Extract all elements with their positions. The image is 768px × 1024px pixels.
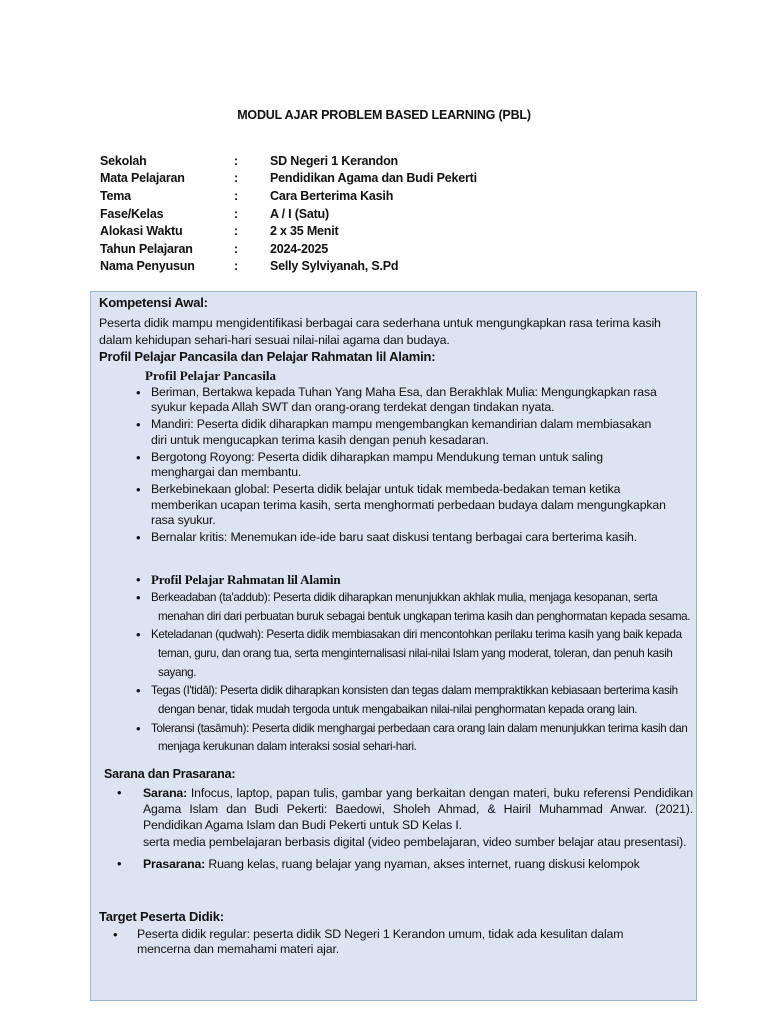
meta-label: Mata Pelajaran bbox=[100, 171, 185, 186]
prasarana-text: Ruang kelas, ruang belajar yang nyaman, akses internet, ruang diskusi kelompok bbox=[208, 856, 640, 871]
identity-table bbox=[100, 152, 700, 275]
item-line: • Peserta didik regular: peserta didik SD Negeri 1 Kerandon umum, tidak ada kesulitan dalam bbox=[137, 927, 624, 941]
meta-colon: : bbox=[234, 171, 238, 186]
meta-colon: : bbox=[234, 259, 238, 274]
document-title: MODUL AJAR PROBLEM BASED LEARNING (PBL) bbox=[237, 108, 531, 122]
item-line: sayang. bbox=[158, 665, 197, 679]
meta-value: 2024-2025 bbox=[270, 241, 328, 256]
meta-value: Selly Sylviyanah, S.Pd bbox=[270, 259, 399, 274]
rahmatan-heading-list bbox=[136, 572, 696, 590]
target-list bbox=[107, 927, 687, 959]
rahmatan-list bbox=[136, 589, 698, 757]
meta-row-tema bbox=[100, 187, 700, 205]
item-line: menjaga kerukunan dalam interaksi sosial sehari-hari. bbox=[158, 740, 417, 754]
item-line: menahan diri dari perbuatan buruk sebagai bentuk ungkapan terima kasih dan penghormatan kepada sesama. bbox=[158, 609, 691, 623]
list-item bbox=[107, 927, 687, 958]
meta-colon: : bbox=[234, 153, 238, 168]
list-item bbox=[136, 682, 698, 719]
kompetensi-line: dalam kehidupan sehari-hari sesuai nilai-nilai agama dan budaya. bbox=[99, 332, 450, 347]
meta-label: Alokasi Waktu bbox=[100, 224, 183, 239]
meta-value: Pendidikan Agama dan Budi Pekerti bbox=[270, 171, 477, 186]
meta-row-alokasi-waktu bbox=[100, 222, 700, 240]
item-line: mencerna dan memahami materi ajar. bbox=[137, 942, 339, 957]
meta-value: A / I (Satu) bbox=[270, 206, 329, 221]
list-item bbox=[136, 450, 696, 481]
item-line: • Berkebinekaan global: Peserta didik belajar untuk tidak membeda-bedakan teman ketika bbox=[151, 482, 621, 497]
sarana-label: Sarana: bbox=[143, 786, 188, 800]
list-item bbox=[113, 856, 693, 872]
list-item bbox=[136, 720, 698, 757]
list-item bbox=[113, 785, 693, 850]
list-item bbox=[136, 417, 696, 448]
kompetensi-heading: Kompetensi Awal: bbox=[99, 295, 208, 310]
meta-label: Fase/Kelas bbox=[100, 206, 164, 221]
meta-colon: : bbox=[234, 206, 238, 221]
sarana-text-2: serta media pembelajaran berbasis digital (video pembelajaran, video sumber belajar atau presentasi). bbox=[143, 834, 687, 849]
list-item bbox=[136, 589, 698, 626]
item-line: diri untuk mengucapkan terima kasih dengan penuh kesadaran. bbox=[151, 432, 489, 447]
sarana-list bbox=[113, 785, 693, 874]
meta-label: Nama Penyusun bbox=[100, 259, 195, 274]
meta-row-fase-kelas bbox=[100, 205, 700, 223]
meta-value: Cara Berterima Kasih bbox=[270, 188, 394, 203]
pancasila-heading: Profil Pelajar Pancasila bbox=[145, 368, 276, 383]
item-line: syukur kepada Allah SWT dan orang-orang terdekat dengan tindakan nyata. bbox=[151, 400, 555, 415]
meta-row-mata-pelajaran bbox=[100, 170, 700, 188]
sarana-heading: Sarana dan Prasarana: bbox=[104, 767, 236, 781]
kompetensi-line: Peserta didik mampu mengidentifikasi berbagai cara sederhana untuk mengungkapkan rasa terima kasih bbox=[99, 316, 661, 330]
profil-heading: Profil Pelajar Pancasila dan Pelajar Rahmatan lil Alamin: bbox=[99, 349, 436, 364]
meta-row-tahun-pelajaran bbox=[100, 240, 700, 258]
meta-colon: : bbox=[234, 241, 238, 256]
meta-label: Tahun Pelajaran bbox=[100, 241, 193, 256]
list-item bbox=[136, 626, 698, 682]
item-line: rasa syukur. bbox=[151, 513, 216, 528]
item-line: memberikan ucapan terima kasih, serta menghormati perbedaan budaya dalam mengungkapkan bbox=[151, 497, 666, 512]
meta-label: Sekolah bbox=[100, 153, 147, 168]
kompetensi-text bbox=[99, 315, 694, 348]
meta-row-nama-penyusun bbox=[100, 258, 700, 276]
item-line: • Toleransi (tasāmuh): Peserta didik menghargai perbedaan cara orang lain dalam menunjukkan terima kasih dan bbox=[151, 721, 688, 735]
item-line: • Berkeadaban (ta'addub): Peserta didik diharapkan menunjukkan akhlak mulia, menjaga kesopanan, serta bbox=[151, 591, 658, 604]
item-line: dengan benar, tidak mudah tergoda untuk mengabaikan nilai-nilai penghormatan kepada orang lain. bbox=[158, 702, 638, 716]
meta-label: Tema bbox=[100, 188, 131, 203]
sarana-text: Infocus, laptop, papan tulis, gambar yang berkaitan dengan materi, buku referensi Pendidikan Agama Islam dan Budi Pekerti: Baedowi, Sholeh Ahmad, & Hairil Muhammad Anwar. (2021). Pendidikan Agama Islam dan Budi Pekerti untuk SD Kelas I. bbox=[143, 786, 693, 833]
pancasila-list bbox=[136, 385, 696, 547]
item-line: teman, guru, dan orang tua, serta menginternalisasi nilai-nilai Islam yang moderat, toleran, dan penuh kasih bbox=[158, 646, 673, 660]
target-heading: Target Peserta Didik: bbox=[99, 909, 224, 924]
rahmatan-heading: Profil Pelajar Rahmatan lil Alamin bbox=[151, 572, 341, 587]
item-line: • Tegas (I'tidāl): Peserta didik diharapkan konsisten dan tegas dalam mempraktikkan kebiasaan berterima kasih bbox=[151, 684, 678, 698]
list-item bbox=[136, 385, 696, 416]
item-line: menghargai dan membantu. bbox=[151, 465, 302, 480]
meta-value: 2 x 35 Menit bbox=[270, 224, 339, 239]
meta-row-sekolah bbox=[100, 152, 700, 170]
meta-value: SD Negeri 1 Kerandon bbox=[270, 153, 398, 168]
meta-colon: : bbox=[234, 224, 238, 239]
prasarana-label: Prasarana: bbox=[143, 856, 206, 871]
item-line: • Keteladanan (qudwah): Peserta didik membiasakan diri mencontohkan perilaku terima kasih yang baik kepada bbox=[151, 628, 682, 642]
item-line: • Beriman, Bertakwa kepada Tuhan Yang Maha Esa, dan Berakhlak Mulia: Mengungkapkan rasa bbox=[151, 385, 657, 399]
list-item bbox=[136, 530, 696, 545]
meta-colon: : bbox=[234, 188, 238, 203]
item-line: • Mandiri: Peserta didik diharapkan mampu mengembangkan kemandirian dalam membiasakan bbox=[151, 417, 652, 432]
item-line: • Bergotong Royong: Peserta didik diharapkan mampu Mendukung teman untuk saling bbox=[151, 449, 603, 464]
item-line: • Bernalar kritis: Menemukan ide-ide baru saat diskusi tentang berbagai cara berterima kasih. bbox=[151, 530, 637, 545]
list-item bbox=[136, 482, 696, 528]
sarana-paragraph bbox=[143, 785, 693, 834]
content-box bbox=[90, 291, 697, 1001]
list-item bbox=[136, 572, 696, 588]
